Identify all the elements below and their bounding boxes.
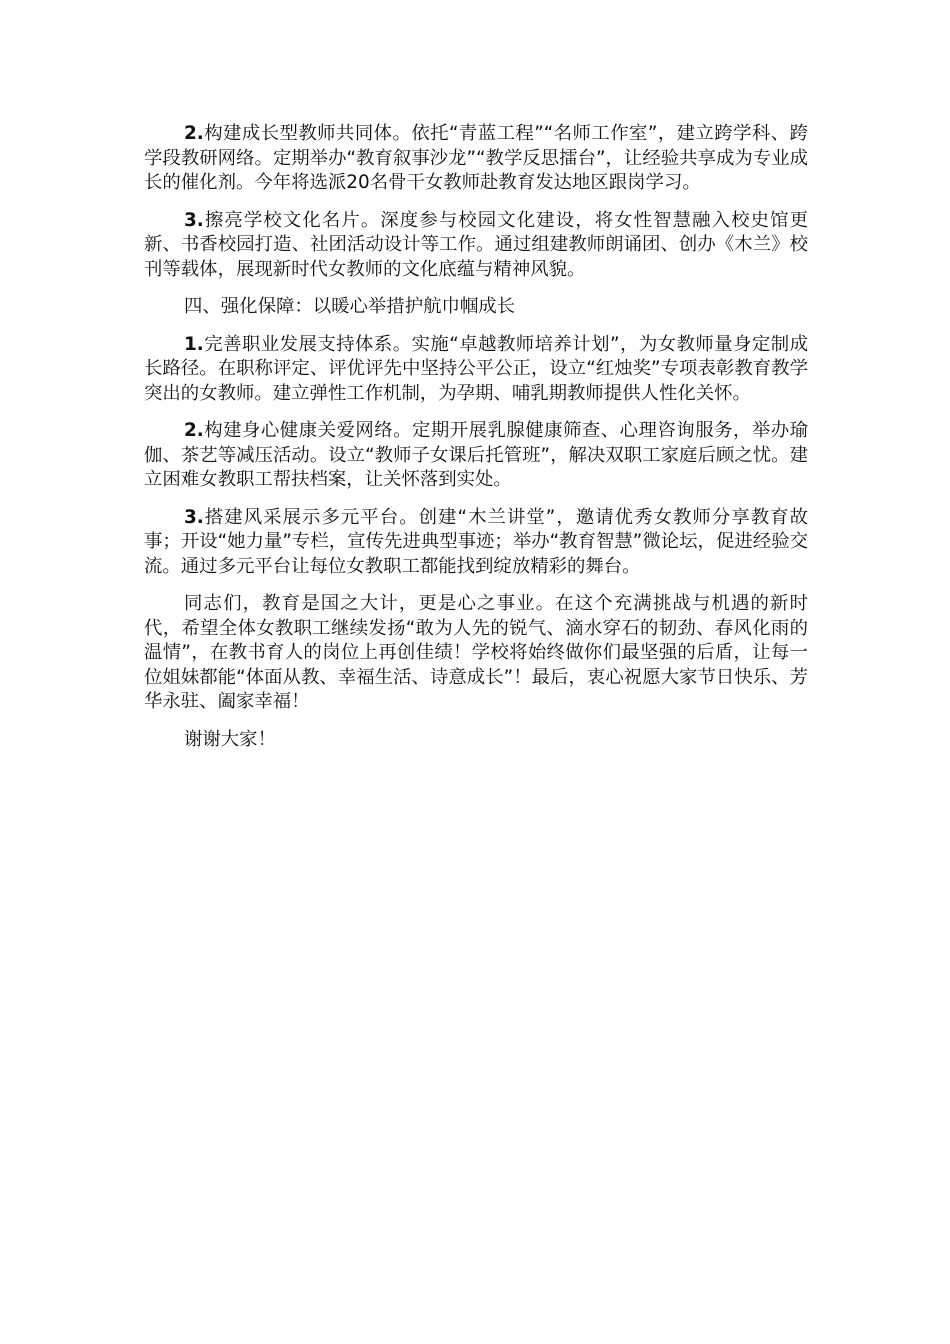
paragraph-school-culture — [144, 209, 808, 283]
paragraph-text: 构建身心健康关爱网络。定期开展乳腺健康筛查、心理咨询服务，举办瑜伽、茶艺等减压活动。设立“教师子女课后托管班”，解决双职工家庭后顾之忧。建立困难女教职工帮扶档案，让关怀落到实处。 — [144, 420, 808, 490]
paragraph-career-support — [144, 333, 808, 407]
paragraph-number: 1. — [184, 333, 204, 355]
paragraph-number: 3. — [184, 209, 204, 231]
paragraph-text: 谢谢大家！ — [184, 728, 276, 750]
paragraph-text: 构建成长型教师共同体。依托“青蓝工程”“名师工作室”，建立跨学科、跨学段教研网络。定期举办“教育叙事沙龙”“教学反思擂台”，让经验共享成为专业成长的催化剂。今年将选派20名骨干女教师赴教育发达地区跟岗学习。 — [144, 123, 808, 193]
paragraph-text: 完善职业发展支持体系。实施“卓越教师培养计划”，为女教师量身定制成长路径。在职称评定、评优评先中坚持公平公正，设立“红烛奖”专项表彰教育教学突出的女教师。建立弹性工作机制，为孕期、哺乳期教师提供人性化关怀。 — [144, 333, 808, 404]
paragraph-showcase-platform — [144, 506, 808, 580]
paragraph-health-care — [144, 419, 808, 493]
paragraph-number: 2. — [184, 420, 204, 441]
section-heading-four — [144, 295, 808, 320]
paragraph-text: 擦亮学校文化名片。深度参与校园文化建设，将女性智慧融入校史馆更新、书香校园打造、社团活动设计等工作。通过组建教师朗诵团、创办《木兰》校刊等载体，展现新时代女教师的文化底蕴与精神风貌。 — [144, 209, 808, 280]
paragraph-closing-remarks — [144, 592, 808, 715]
paragraph-teacher-community — [144, 122, 808, 196]
paragraph-text: 同志们，教育是国之大计，更是心之事业。在这个充满挑战与机遇的新时代，希望全体女教职工继续发扬“敢为人先的锐气、滴水穿石的韧劲、春风化雨的温情”，在教书育人的岗位上再创佳绩！学校将始终做你们最坚强的后盾，让每一位姐妹都能“体面从教、幸福生活、诗意成长”！最后，衷心祝愿大家节日快乐、芳华永驻、阖家幸福！ — [144, 593, 808, 712]
section-heading-text: 四、强化保障：以暖心举措护航巾帼成长 — [184, 296, 516, 317]
document-body — [144, 122, 808, 765]
paragraph-thanks — [144, 728, 808, 753]
paragraph-text: 搭建风采展示多元平台。创建“木兰讲堂”，邀请优秀女教师分享教育故事；开设“她力量”专栏，宣传先进典型事迹；举办“教育智慧”微论坛，促进经验交流。通过多元平台让每位女教职工都能找到绽放精彩的舞台。 — [144, 506, 808, 577]
paragraph-number: 2. — [184, 123, 204, 144]
paragraph-number: 3. — [184, 506, 204, 528]
